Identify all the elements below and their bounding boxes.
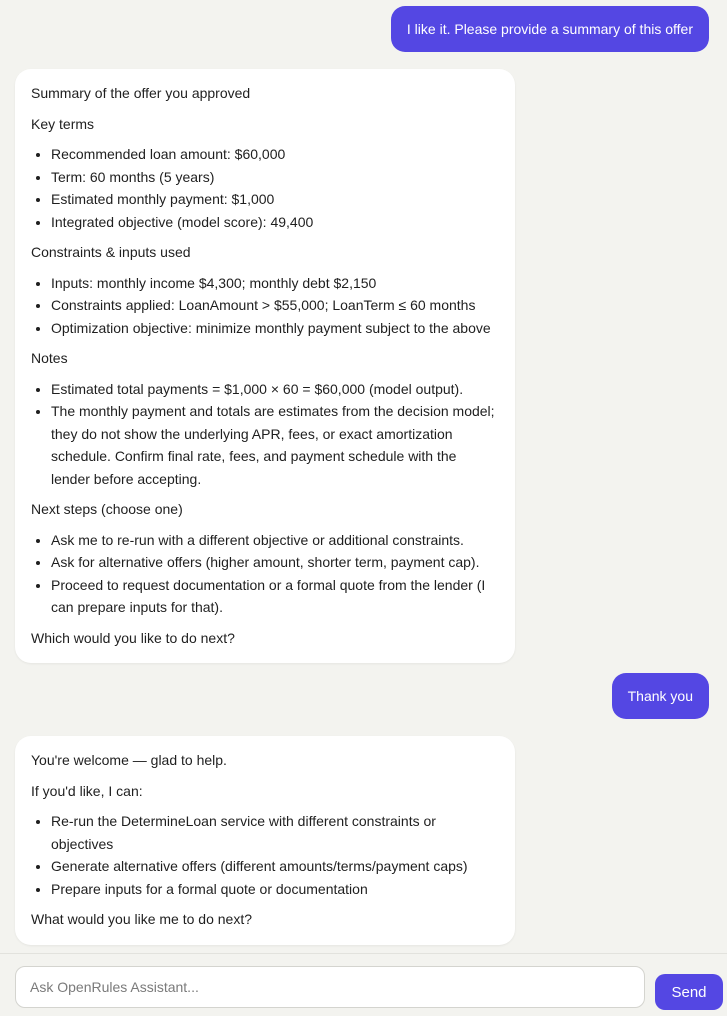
user-message: [612, 673, 709, 719]
next-steps-list: [31, 529, 499, 619]
send-button[interactable]: Send: [655, 974, 723, 1010]
key-terms-list: [31, 143, 499, 233]
assistant-message: [15, 736, 515, 945]
list-item: • The monthly payment and totals are estimates from the decision model; they do not show the underlying APR, fees, or exact amortization schedule. Confirm final rate, fees, and payment schedule with the lender before accepting.: [51, 400, 499, 490]
user-message: [391, 6, 709, 52]
options-list: [31, 810, 499, 900]
assistant-message: [15, 69, 515, 663]
options-intro: If you'd like, I can:: [31, 782, 143, 799]
list-item: • Proceed to request documentation or a formal quote from the lender (I can prepare inputs for that).: [51, 574, 499, 619]
list-item: • Ask for alternative offers (higher amount, shorter term, payment cap).: [51, 551, 499, 574]
list-item: • Term: 60 months (5 years): [51, 166, 499, 189]
summary-title: Summary of the offer you approved: [31, 85, 251, 101]
closing-question: What would you like me to do next?: [31, 911, 253, 927]
constraints-list: [31, 272, 499, 340]
greeting-text: You're welcome — glad to help.: [31, 752, 227, 768]
key-terms-heading: Key terms: [31, 115, 95, 132]
list-item: • Inputs: monthly income $4,300; monthly debt $2,150: [51, 272, 499, 295]
list-item: • Constraints applied: LoanAmount > $55,000; LoanTerm ≤ 60 months: [51, 294, 499, 317]
closing-question: Which would you like to do next?: [31, 629, 235, 646]
user-message-text: Thank you: [627, 688, 693, 704]
message-input[interactable]: [15, 966, 645, 1008]
constraints-heading: Constraints & inputs used: [31, 244, 191, 260]
notes-list: [31, 378, 499, 491]
list-item: • Generate alternative offers (different amounts/terms/payment caps): [51, 855, 499, 878]
list-item: • Re-run the DetermineLoan service with different constraints or objectives: [51, 810, 499, 855]
next-steps-heading: Next steps (choose one): [31, 501, 183, 517]
list-item: • Prepare inputs for a formal quote or documentation: [51, 878, 499, 901]
list-item: • Integrated objective (model score): 49,400: [51, 211, 499, 234]
list-item: • Ask me to re-run with a different objective or additional constraints.: [51, 529, 499, 552]
list-item: • Estimated monthly payment: $1,000: [51, 188, 499, 211]
message-composer: [0, 953, 727, 1016]
notes-heading: Notes: [31, 350, 68, 366]
list-item: • Recommended loan amount: $60,000: [51, 143, 499, 166]
list-item: • Optimization objective: minimize monthly payment subject to the above: [51, 317, 499, 340]
list-item: • Estimated total payments = $1,000 × 60 = $60,000 (model output).: [51, 378, 499, 401]
user-message-text: I like it. Please provide a summary of this offer: [406, 21, 693, 37]
